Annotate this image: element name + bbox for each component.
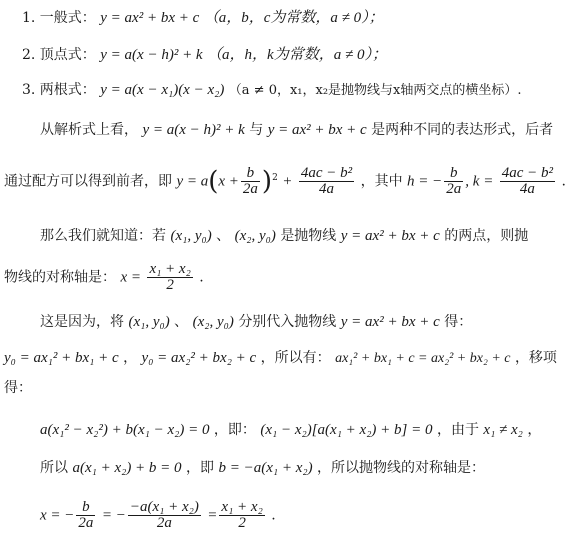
formula: y₀ = ax₂² + bx₂ + c xyxy=(141,350,257,366)
formula: x = − xyxy=(40,507,75,524)
text: ，所以有： xyxy=(260,350,331,366)
text: . xyxy=(271,507,276,524)
formula: y = ax² + bx + c xyxy=(267,122,367,138)
text: 物线的对称轴是： xyxy=(4,269,116,286)
formula: y = ax² + bx + c xyxy=(340,228,440,244)
line-completing-square: 通过配方可以得到前者，即 y = a(x + $\frac{b}{2a}$ )$^2$ + $\frac{\text{4ac − b²}}{4a}$ ，其中 h = − $\frac{b}{2a}$ , k = $\frac{\text{4ac − b²}}{4a}$ . xyxy=(4,165,566,197)
text: ， xyxy=(123,350,138,366)
formula: + xyxy=(282,173,293,190)
condition-text: （a ≠ 0，x₁，x₂是抛物线与x轴两交点的横坐标）. xyxy=(228,83,522,98)
line-general-form xyxy=(22,8,384,28)
formula: y = a(x − h)² + k xyxy=(100,47,203,63)
line-vertex-form xyxy=(22,45,387,65)
formula: ax₁² + bx₁ + c = ax₂² + bx₂ + c xyxy=(335,351,511,366)
text: 得： xyxy=(4,380,32,396)
item-label: 1. 一般式： xyxy=(22,10,96,26)
formula: a(x₁² − x₂²) + b(x₁ − x₂) = 0 xyxy=(40,422,210,438)
line-paragraph-1 xyxy=(40,120,553,140)
formula: , k = xyxy=(465,173,494,190)
fraction: $\frac{\text{4ac − b²}}{4a}$ xyxy=(300,165,353,197)
fraction: $\frac{b}{2a}$ xyxy=(446,165,462,197)
line-therefore xyxy=(40,458,485,478)
text: ， xyxy=(527,422,542,438)
line-axis-of-symmetry xyxy=(4,262,204,293)
line-final-result xyxy=(40,500,276,531)
formula: = xyxy=(207,507,218,524)
text: ，由于 xyxy=(436,422,479,438)
text: ，即： xyxy=(213,422,256,438)
formula: h = − xyxy=(407,173,443,190)
formula: (x₂, y₀) xyxy=(192,314,234,330)
formula: (x₁, y₀) xyxy=(128,314,170,330)
text: 的两点，则抛 xyxy=(444,228,529,244)
text: . xyxy=(561,173,566,190)
text: 通过配方可以得到前者，即 xyxy=(4,173,172,190)
line-factoring xyxy=(40,420,541,440)
text: 分别代入抛物线 xyxy=(238,314,337,330)
formula: y = a(x − x₁)(x − x₂) xyxy=(100,82,225,98)
text: 得： xyxy=(444,314,473,330)
fraction: $\frac{\text{x₁ + x₂}}{2}$ xyxy=(221,499,263,531)
fraction: $\frac{\text{x₁ + x₂}}{2}$ xyxy=(149,261,191,293)
formula: x₁ ≠ x₂ xyxy=(483,422,523,438)
text: 、 xyxy=(216,228,231,244)
paren: ) xyxy=(261,166,273,197)
fraction: $\frac{b}{2a}$ xyxy=(78,499,94,531)
text: 从解析式上看， xyxy=(40,122,138,138)
formula: a(x₁ + x₂) + b = 0 xyxy=(72,460,182,476)
text: ，所以抛物线的对称轴是： xyxy=(317,460,486,476)
formula: y₀ = ax₁² + bx₁ + c xyxy=(4,350,119,366)
formula: y = ax² + bx + c xyxy=(340,314,440,330)
formula: x = xyxy=(120,269,141,286)
text: 、 xyxy=(174,314,189,330)
formula: = − xyxy=(101,507,126,524)
line-root-form xyxy=(22,80,522,101)
paren: ( xyxy=(208,166,219,197)
text: 这是因为，将 xyxy=(40,314,124,330)
formula: x + xyxy=(218,173,239,190)
formula: y = ax² + bx + c xyxy=(100,10,200,26)
formula: b = −a(x₁ + x₂) xyxy=(218,460,313,476)
line-get xyxy=(4,378,32,398)
line-substitution xyxy=(4,348,557,369)
text: ，即 xyxy=(186,460,215,476)
text: 所以 xyxy=(40,460,68,476)
formula: (x₁, y₀) xyxy=(170,228,212,244)
text: . xyxy=(199,269,204,286)
formula: y = a(x − h)² + k xyxy=(142,122,245,138)
text: 是抛物线 xyxy=(280,228,337,244)
condition-text: （a，b，c为常数，a ≠ 0）； xyxy=(203,10,384,26)
item-label: 2. 顶点式： xyxy=(22,47,96,63)
fraction: $\frac{\text{−a(x₁ + x₂)}}{2a}$ xyxy=(129,499,199,531)
text: 那么我们就知道：若 xyxy=(40,228,166,244)
fraction: $\frac{\text{4ac − b²}}{4a}$ xyxy=(501,165,554,197)
text: 与 xyxy=(249,122,264,138)
text: ，移项 xyxy=(514,350,557,366)
text: 是两种不同的表达形式，后者 xyxy=(371,122,554,138)
line-paragraph-2 xyxy=(40,226,528,246)
condition-text: （a，h，k为常数，a ≠ 0）； xyxy=(207,47,387,63)
fraction: $\frac{b}{2a}$ xyxy=(242,165,258,197)
formula: y = a xyxy=(176,173,209,190)
text: ，其中 xyxy=(360,173,403,190)
formula: (x₁ − x₂)[a(x₁ + x₂) + b] = 0 xyxy=(260,422,433,438)
line-paragraph-3 xyxy=(40,312,472,332)
item-label: 3. 两根式： xyxy=(22,82,96,98)
formula: (x₂, y₀) xyxy=(234,228,276,244)
